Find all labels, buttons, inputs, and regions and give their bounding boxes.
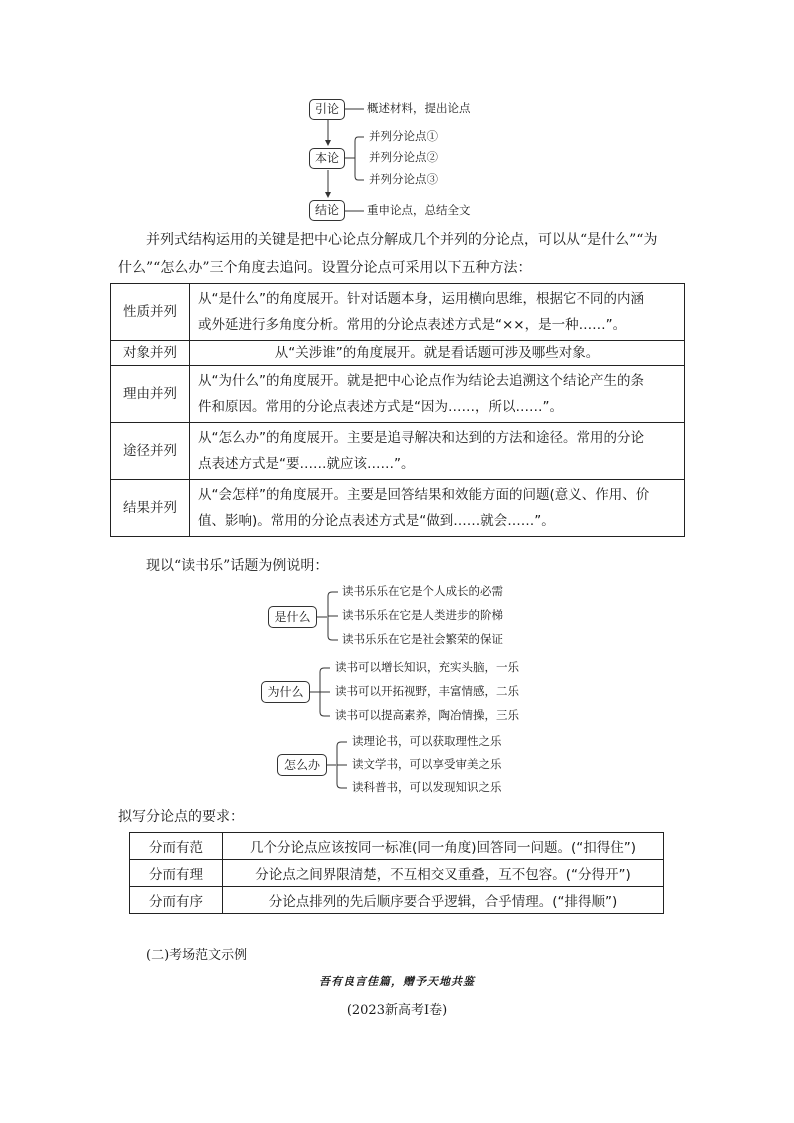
group-why-item-1: 读书可以增长知识，充实头脑，一乐 [335,660,519,674]
intro-box: 引论 [309,99,345,120]
method-description-line: 点表述方式是“要……就应该……”。 [198,456,415,472]
group-label-what: 是什么 [268,606,317,628]
requirement-text: 分论点之间界限清楚，不互相交叉重叠，互不包容。(“分得开”) [223,860,664,887]
body-point-1: 并列分论点① [369,129,438,143]
requirement-label: 分而有理 [130,860,223,887]
method-description-line: 从“为什么”的角度展开。就是把中心论点作为结论去追溯这个结论产生的条 [198,373,644,389]
example-intro: 现以“读书乐”话题为例说明： [146,558,329,574]
method-label: 性质并列 [111,284,190,341]
section-heading: (二)考场范文示例 [146,948,248,963]
requirements-table [129,832,664,914]
method-label: 结果并列 [111,480,190,537]
method-description-line: 或外延进行多角度分析。常用的分论点表述方式是“××，是一种……”。 [198,317,627,333]
method-label: 理由并列 [111,366,190,423]
group-why-item-3: 读书可以提高素养，陶冶情操，三乐 [335,708,519,722]
method-description-line: 值、影响)。常用的分论点表述方式是“做到……就会……”。 [198,513,555,529]
conclusion-box: 结论 [309,200,345,221]
group-why-item-2: 读书可以开拓视野，丰富情感，二乐 [335,684,519,698]
group-label-how: 怎么办 [277,754,327,776]
method-description-line: 从“关涉谁”的角度展开。就是看话题可涉及哪些对象。 [274,345,600,361]
body-box: 本论 [309,148,345,169]
method-description-line: 件和原因。常用的分论点表述方式是“因为……，所以……”。 [198,399,563,415]
paragraph-1-line-1: 并列式结构运用的关键是把中心论点分解成几个并列的分论点，可以从“是什么”“为 [146,232,658,248]
group-what-item-1: 读书乐乐在它是个人成长的必需 [342,584,503,598]
group-how-item-1: 读理论书，可以获取理性之乐 [352,734,502,748]
method-description-line: 从“怎么办”的角度展开。主要是追寻解决和达到的方法和途径。常用的分论 [198,430,644,446]
requirements-heading: 拟写分论点的要求： [118,809,244,825]
table-row [130,860,664,887]
requirement-label: 分而有范 [130,833,223,860]
body-point-3: 并列分论点③ [369,172,438,186]
requirement-text: 分论点排列的先后顺序要合乎逻辑，合乎情理。(“排得顺”) [223,887,664,914]
group-how-item-3: 读科普书，可以发现知识之乐 [352,780,502,794]
essay-source: (2023新高考Ⅰ卷) [346,1003,448,1018]
table-row [130,887,664,914]
group-what-item-2: 读书乐乐在它是人类进步的阶梯 [342,608,503,622]
method-description-line: 从“是什么”的角度展开。针对话题本身，运用横向思维，根据它不同的内涵 [198,291,644,307]
requirement-label: 分而有序 [130,887,223,914]
intro-text: 概述材料，提出论点 [367,101,471,115]
conclusion-text: 重申论点，总结全文 [367,203,471,217]
essay-title: 吾有良言佳篇，赠予天地共鉴 [319,975,475,988]
requirement-text: 几个分论点应该按同一标准(同一角度)回答同一问题。(“扣得住”) [223,833,664,860]
table-row [130,833,664,860]
body-point-2: 并列分论点② [369,150,438,164]
group-how-item-2: 读文学书，可以享受审美之乐 [352,757,502,771]
group-label-why: 为什么 [261,681,310,703]
method-description-line: 从“会怎样”的角度展开。主要是回答结果和效能方面的问题(意义、作用、价 [198,487,650,503]
group-what-item-3: 读书乐乐在它是社会繁荣的保证 [342,632,503,646]
method-label: 途径并列 [111,423,190,480]
paragraph-1-line-2: 什么”“怎么办”三个角度去追问。设置分论点可采用以下五种方法： [118,260,532,276]
method-label: 对象并列 [111,341,190,366]
